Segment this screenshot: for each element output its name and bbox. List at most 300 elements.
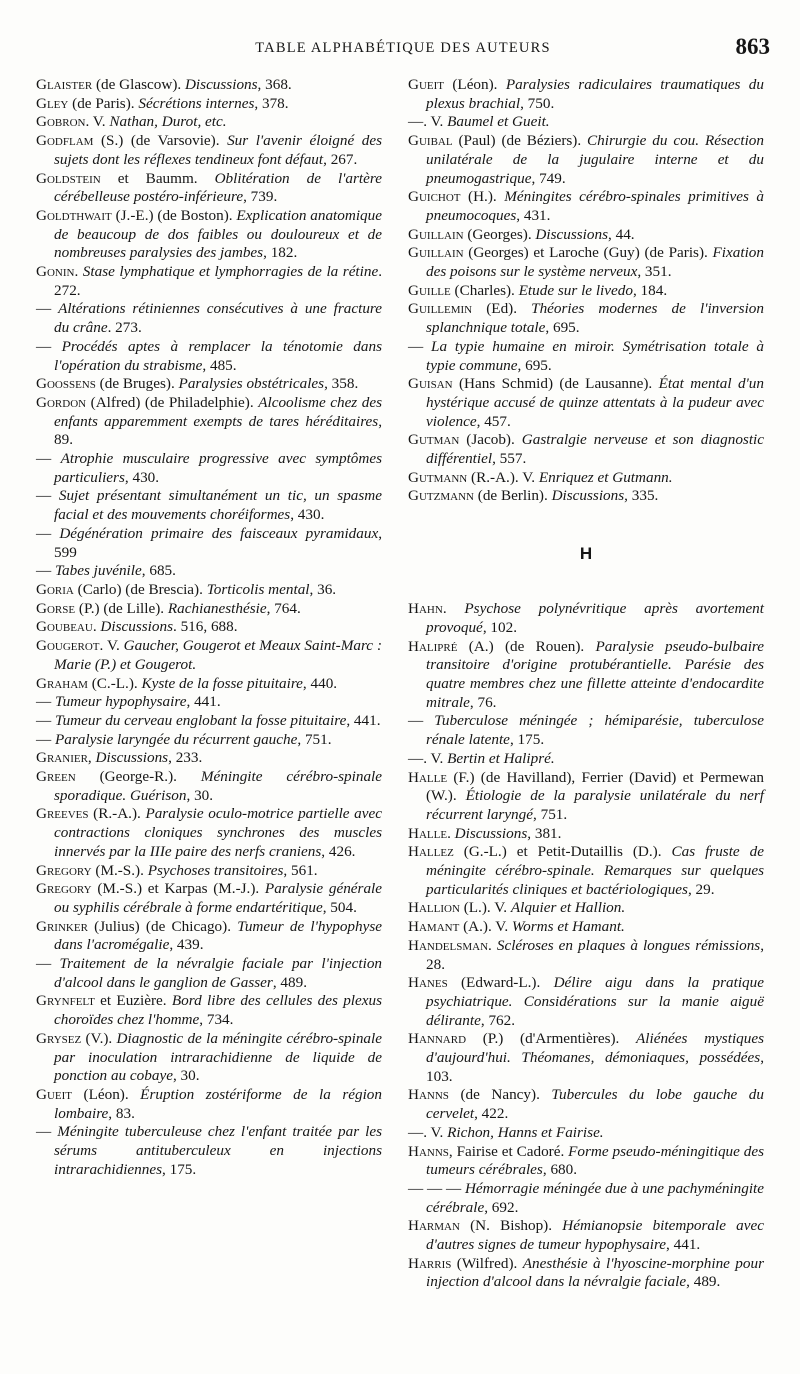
entry-details: (Léon). [72, 1085, 141, 1103]
entry-details: (R.-A.). [88, 805, 146, 823]
entry-details: (C.-L.). [87, 674, 142, 692]
page-reference: , 441. [186, 693, 221, 711]
page-reference: , 749. [531, 169, 566, 187]
index-entry [36, 525, 382, 562]
page-reference: , 695. [517, 356, 552, 374]
work-title: Méningite tuberculeuse chez l'enfant traitée par les sérums antituberculeux en injections intrarachidiennes [54, 1123, 383, 1178]
page-reference: , 89. [54, 412, 382, 449]
index-entry [36, 1030, 382, 1086]
index-entry [408, 113, 764, 132]
index-entry [408, 132, 764, 188]
index-entry [408, 300, 764, 337]
work-title: Tumeur hypophysaire [54, 693, 187, 711]
entry-details: (A.) (de Rouen). [457, 637, 596, 655]
entry-details: (A.). V. [459, 918, 512, 936]
page-reference: , 750. [520, 94, 555, 112]
index-entry [36, 880, 382, 917]
index-entry [36, 300, 382, 337]
page-reference: , 430. [290, 506, 325, 524]
index-entry [408, 1086, 764, 1123]
index-entry [36, 394, 382, 450]
author-name: Gueit [36, 1085, 73, 1103]
index-entry [408, 712, 764, 749]
work-title: Altérations rétiniennes consécutives à une fracture du crâne [54, 300, 383, 337]
page-reference: , 103. [426, 1049, 764, 1085]
author-name: Hahn [408, 600, 443, 618]
work-title: Discussions [95, 749, 169, 767]
entry-details: —. V. [408, 749, 448, 767]
work-title: Kyste de la fosse pituitaire [141, 674, 303, 692]
work-title: Forme pseudo-méningitique des tumeurs cérébrales [426, 1142, 764, 1179]
index-entry [36, 693, 382, 712]
index-entry [36, 338, 382, 375]
entry-details: . [74, 263, 83, 281]
author-name: Hannard [408, 1030, 467, 1048]
author-name: Halipré [408, 637, 458, 655]
author-name: Gonin [36, 263, 75, 281]
entry-details: (J.-E.) (de Boston). [111, 206, 237, 224]
work-title: Psychose polynévritique après avortement provoqué [426, 600, 764, 636]
author-name: Grynfelt [36, 992, 95, 1010]
page-reference: , 739. [243, 188, 278, 206]
page-reference: , 76. [469, 693, 497, 711]
author-name: Guisan [408, 375, 453, 393]
entry-details: — [36, 487, 59, 505]
index-entry [36, 862, 382, 881]
author-name: Hanns [408, 1142, 449, 1160]
work-title: Paralysie oculo-motrice partielle avec contractions cloniques synchrones des muscles innervés par la IIIe paire des nerfs craniens [54, 805, 382, 860]
work-title: Hémorragie méningée due à une pachyméningite cérébrale [426, 1179, 764, 1216]
entry-details: (Carlo) (de Brescia). [73, 580, 207, 598]
entry-details: (P.) (de Lille). [75, 599, 168, 617]
author-name: Gobron [36, 113, 86, 131]
entry-details: — [36, 450, 61, 468]
index-entry [408, 974, 764, 1030]
work-title: Baumel et Gueit. [447, 113, 550, 131]
page-reference: , 439. [169, 936, 204, 954]
index-entry [408, 375, 764, 431]
page-reference: , 751. [533, 805, 568, 823]
page-reference: , 29. [687, 880, 715, 898]
index-entry [408, 937, 764, 974]
index-entry [36, 918, 382, 955]
author-name: Greeves [36, 805, 89, 823]
work-title: Discussions [551, 487, 625, 505]
index-entry [36, 450, 382, 487]
index-entry [36, 731, 382, 750]
index-entry [36, 113, 382, 132]
author-name: Green [36, 768, 76, 786]
author-name: Goossens [36, 375, 96, 393]
work-title: Gastralgie nerveuse et son diagnostic différentiel [426, 431, 764, 468]
entry-details: (George-R.). [75, 768, 201, 786]
index-entry [408, 825, 764, 844]
entry-details: — [36, 562, 55, 580]
work-title: Gaucher, Gougerot et Meaux Saint-Marc : Marie (P.) et Gougerot. [54, 637, 382, 673]
entry-details: — [36, 711, 55, 729]
index-entry [36, 600, 382, 619]
page-reference: , 751. [297, 730, 332, 748]
page-reference: , 485. [202, 356, 237, 374]
page-reference: , 561. [283, 861, 318, 879]
author-name: Guibal [408, 132, 453, 150]
index-entry [408, 918, 764, 937]
work-title: Discussions [184, 76, 258, 93]
author-name: Gutmann [408, 468, 468, 486]
author-name: Gordon [36, 393, 87, 411]
page-reference: , 426. [321, 842, 356, 860]
entry-details: (Georges). [463, 225, 536, 243]
author-name: Guillain [408, 225, 464, 243]
index-entry [408, 899, 764, 918]
work-title: Théories modernes de l'inversion splanchnique totale [426, 300, 764, 337]
entry-details: . V. [85, 113, 110, 131]
index-entry [408, 1143, 764, 1180]
work-title: Discussions [454, 824, 528, 842]
author-name: Halle [408, 824, 448, 842]
entry-details: — [36, 955, 60, 973]
entry-details: (F.) (de Havilland), Ferrier (David) et Permewan (W.). [426, 768, 764, 805]
entry-details: . [447, 824, 455, 842]
work-title: Tuberculose méningée ; hémiparésie, tuberculose rénale latente [426, 712, 764, 749]
page-reference: . 272. [54, 263, 382, 299]
work-title: Tubercules du lobe gauche du cervelet [426, 1086, 764, 1123]
work-title: Paralysie laryngée du récurrent gauche [54, 730, 298, 748]
work-title: Paralysies radiculaires traumatiques du plexus brachial [426, 76, 764, 112]
work-title: Explication anatomique de beaucoup de dos faibles ou douloureux et de nombreuses paralysies des jambes [54, 206, 382, 262]
author-name: Halle [408, 768, 448, 786]
entry-details: (S.) (de Varsovie). [93, 132, 228, 150]
entry-details: (N. Bishop). [459, 1217, 563, 1235]
entry-details: (R.-A.). V. [467, 468, 539, 486]
page-reference: , 762. [480, 1011, 516, 1029]
work-title: Diagnostic de la méningite cérébro-spinale par inoculation intrarachidienne de liquide de ponction au cobaye [54, 1029, 382, 1085]
entry-details: — [408, 712, 435, 730]
page-reference: , 685. [141, 562, 176, 580]
work-title: Étiologie de la paralysie unilatérale du nerf récurrent laryngé [426, 787, 764, 823]
author-name: Guillain [408, 244, 464, 262]
page-reference: , 422. [474, 1105, 509, 1123]
work-title: Nathan, Durot, etc. [109, 113, 227, 131]
entry-details: —. V. [408, 113, 448, 131]
page-reference: , 233. [168, 749, 203, 767]
work-title: Atrophie musculaire progressive avec symptômes particuliers [54, 450, 382, 486]
page-reference: , 175. [162, 1160, 197, 1178]
work-title: Scléroses en plaques à longues rémissions [496, 936, 761, 954]
author-name: Hanns [408, 1086, 449, 1104]
running-title: TABLE ALPHABÉTIQUE DES AUTEURS [255, 40, 551, 56]
index-entry [36, 749, 382, 768]
entry-details: (de Paris). [68, 94, 139, 112]
page-reference: , 557. [492, 450, 527, 468]
page-reference: , 351. [637, 263, 672, 281]
author-name: Hamant [408, 918, 460, 936]
index-entry [36, 76, 382, 95]
index-entry [36, 132, 382, 169]
index-entry [36, 712, 382, 731]
entry-details: (Julius) (de Chicago). [87, 917, 238, 935]
author-name: Graham [36, 674, 88, 692]
entry-details: (Léon). [444, 76, 506, 93]
entry-details: — [36, 524, 60, 542]
author-name: Handelsman [408, 936, 489, 954]
entry-details: (Paul) (de Béziers). [452, 132, 588, 150]
entry-details: (Wilfred). [451, 1254, 523, 1272]
work-title: Tumeur de l'hypophyse dans l'acromégalie [54, 917, 382, 954]
work-title: Oblitération de l'artère cérébelleuse postéro-inférieure [54, 169, 382, 206]
page-reference: , 358. [324, 375, 359, 393]
index-entry [408, 1217, 764, 1254]
author-name: Goubeau [36, 618, 93, 636]
index-entry [408, 188, 764, 225]
page-reference: , 692. [484, 1198, 519, 1216]
index-entry [408, 600, 764, 637]
work-title: Enriquez et Gutmann. [538, 468, 673, 486]
index-entry [36, 207, 382, 263]
page-header [36, 34, 770, 68]
page-reference: , 30. [186, 786, 214, 804]
entry-details: (Edward-L.). [447, 974, 554, 992]
work-title: Psychoses transitoires [147, 861, 284, 879]
entry-details: (de Nancy). [448, 1086, 552, 1104]
page-reference: , 83. [108, 1104, 135, 1122]
page-reference: . 273. [107, 319, 142, 337]
author-name: Gutzmann [408, 487, 474, 505]
entry-details: , Fairise et Cadoré. [448, 1142, 569, 1160]
entry-details: (G.-L.) et Petit-Dutaillis (D.). [453, 843, 672, 861]
page-reference: , 175. [509, 731, 545, 749]
author-name: Guille [408, 281, 451, 299]
page-reference: , 734. [199, 1011, 234, 1029]
author-name: Hallez [408, 843, 454, 861]
index-entry [36, 95, 382, 114]
page-reference: , 441. [346, 711, 381, 729]
work-title: Éruption zostériforme de la région lombaire [54, 1085, 382, 1122]
entry-details: — [36, 693, 55, 711]
entry-details: et Baumm. [100, 169, 215, 187]
index-entry [408, 244, 764, 281]
author-name: Gougerot [36, 637, 100, 655]
index-entry [408, 226, 764, 245]
index-entry [36, 955, 382, 992]
work-title: Délire aigu dans la pratique psychiatrique. Considérations sur la manie aiguë délirante [426, 974, 764, 1029]
index-entry [408, 1180, 764, 1217]
entry-details: (V.). [81, 1029, 117, 1047]
page-reference: , 368. [257, 76, 292, 93]
index-entry [408, 843, 764, 899]
author-name: Goldstein [36, 169, 101, 187]
index-entry [36, 263, 382, 300]
entry-details: — [36, 1123, 58, 1141]
page-reference: , 28. [426, 936, 764, 973]
index-entry [36, 992, 382, 1029]
author-name: Goldthwait [36, 206, 112, 224]
entries-g-continued [408, 76, 764, 506]
page-reference: , 489. [272, 973, 307, 991]
left-column [36, 76, 382, 1179]
work-title: Paralysies obstétricales [178, 375, 325, 393]
entry-details: (de Bruges). [95, 375, 179, 393]
page-reference: , 504. [322, 898, 357, 916]
author-name: Godflam [36, 132, 94, 150]
page-reference: , 381. [527, 824, 562, 842]
page-reference: , 430. [124, 468, 160, 486]
author-name: Goria [36, 580, 74, 598]
author-name: Hallion [408, 899, 460, 917]
work-title: Fixation des poisons sur le système nerveux [426, 244, 764, 281]
author-name: Harman [408, 1217, 460, 1235]
index-entry [408, 769, 764, 825]
work-title: Sur l'avenir éloigné des sujets dont les réflexes tendineux font défaut [54, 132, 382, 168]
index-entry [408, 750, 764, 769]
entries-h [408, 600, 764, 1292]
entry-details: (Hans Schmid) (de Lausanne). [452, 375, 659, 393]
work-title: Tumeur du cerveau englobant la fosse pituitaire [54, 711, 347, 729]
page-reference: , 335. [624, 487, 659, 505]
index-entry [408, 469, 764, 488]
entry-details: — [36, 337, 62, 355]
entry-details: (Jacob). [459, 431, 522, 449]
work-title: Etude sur le livedo [518, 281, 633, 299]
work-title: Stase lymphatique et lymphorragies de la rétine [82, 263, 379, 281]
work-title: Paralysie générale ou syphilis cérébrale à forme endartéritique [54, 880, 382, 916]
index-entry [408, 338, 764, 375]
page-reference: , 44. [608, 225, 635, 243]
work-title: Rachianesthésie [167, 599, 267, 617]
work-title: Paralysie pseudo-bulbaire transitoire d'origine protubérantielle. Parésie des quatre membres chez une fillette atteinte d'endocardite mitrale [426, 637, 765, 711]
index-entry [36, 562, 382, 581]
page-reference: , 267. [323, 150, 358, 168]
work-title: Sécrétions internes [138, 94, 255, 112]
author-name: Grinker [36, 917, 88, 935]
page-reference: , 431. [516, 206, 551, 224]
entry-details: (M.-S.). [91, 861, 148, 879]
entry-details: (Ed). [472, 300, 532, 318]
entry-details: . [488, 936, 497, 954]
author-name: Guichot [408, 188, 461, 206]
entry-details: . [442, 600, 465, 618]
page-reference: , 440. [302, 674, 338, 692]
index-entry [36, 618, 382, 637]
index-entry [36, 1086, 382, 1123]
author-name: Gregory [36, 880, 92, 898]
page-reference: , 102. [482, 618, 517, 636]
page-reference: , 182. [263, 244, 298, 262]
page-reference: , 441. [666, 1236, 701, 1254]
section-letter-h: H [579, 544, 593, 564]
index-entry [408, 638, 764, 713]
work-title: État mental d'un hystérique accusé de quinze attentats à la pudeur avec violence [426, 375, 764, 430]
page-number: 863 [735, 34, 770, 59]
page-reference: , 457. [476, 412, 511, 430]
author-name: Harris [408, 1254, 452, 1272]
index-entry [408, 282, 764, 301]
index-entry [36, 581, 382, 600]
work-title: Dégénération primaire des faisceaux pyramidaux [59, 524, 379, 542]
index-entry [36, 637, 382, 674]
index-entry [36, 487, 382, 524]
entry-details: —. V. [408, 1123, 448, 1141]
author-name: Grysez [36, 1029, 82, 1047]
author-name: Gley [36, 94, 69, 112]
index-entry [408, 431, 764, 468]
work-title: Méningites cérébro-spinales primitives à pneumocoques [426, 188, 765, 224]
page-reference: , 764. [266, 599, 301, 617]
entry-details: — [408, 337, 432, 355]
work-title: Alquier et Hallion. [510, 899, 626, 917]
work-title: Méningite cérébro-spinale sporadique. Guérison [54, 768, 382, 804]
work-title: Torticolis mental [206, 580, 310, 598]
work-title: Discussions [100, 618, 173, 636]
work-title: Alcoolisme chez des enfants apparemment exempts de tares héréditaires [54, 393, 383, 430]
page-reference: , 489. [686, 1273, 721, 1291]
right-column [408, 76, 764, 1292]
entry-details: (M.-S.) et Karpas (M.-J.). [91, 880, 265, 898]
page-reference: , 30. [172, 1067, 200, 1085]
work-title: Traitement de la névralgie faciale par l'injection d'alcool dans le ganglion de Gasser [54, 955, 383, 991]
entry-details: (L.). V. [459, 899, 511, 917]
index-entry [408, 1255, 764, 1292]
page-reference: , 378. [254, 94, 289, 112]
entry-details: (Alfred) (de Philadelphie). [86, 393, 259, 411]
entry-details: , [87, 749, 96, 767]
page-reference: , 680. [542, 1161, 578, 1179]
index-entry [36, 768, 382, 805]
index-entry [36, 1123, 382, 1179]
page-reference: , 36. [309, 580, 337, 598]
entry-details: — — — [408, 1179, 465, 1197]
entry-details: (Charles). [450, 281, 519, 299]
work-title: Bord libre des cellules des plexus choroïdes chez l'homme [54, 992, 382, 1029]
index-entry [408, 1124, 764, 1143]
author-name: Guillemin [408, 300, 473, 318]
author-name: Gregory [36, 861, 92, 879]
index-entry [36, 805, 382, 861]
index-entry [36, 170, 382, 207]
page-reference: , 695. [545, 319, 580, 337]
entry-details: (Georges) et Laroche (Guy) (de Paris). [463, 244, 713, 262]
index-entry [36, 375, 382, 394]
author-name: Gutman [408, 431, 460, 449]
work-title: Cas fruste de méningite cérébro-spinale. Remarques sur quelques particularités cliniques et bactériologiques [426, 843, 764, 898]
entry-details: — [36, 300, 59, 318]
entry-details: (H.). [460, 188, 505, 206]
entry-details: . V. [99, 637, 124, 655]
index-entry [408, 1030, 764, 1086]
work-title: La typie humaine en miroir. Symétrisation totale à typie commune [426, 337, 764, 374]
work-title: Procédés aptes à remplacer la ténotomie dans l'opération du strabisme [54, 337, 382, 374]
entry-details: . [92, 618, 101, 636]
work-title: Anesthésie à l'hyoscine-morphine pour injection d'alcool dans la névralgie faciale [426, 1254, 764, 1291]
work-title: Bertin et Halipré. [447, 749, 555, 767]
page-reference: , 184. [632, 281, 668, 299]
entry-details: (de Berlin). [473, 487, 552, 505]
index-entry [36, 675, 382, 694]
work-title: Sujet présentant simultanément un tic, un spasme facial et des mouvements choréiformes [54, 487, 382, 524]
author-name: Gorse [36, 599, 76, 617]
author-name: Gueit [408, 76, 445, 93]
entry-details: et Euzière. [94, 992, 172, 1010]
page-reference: . 516, 688. [172, 618, 238, 636]
entry-details: (P.) (d'Armentières). [466, 1030, 636, 1048]
author-name: Hanes [408, 974, 448, 992]
index-entry [408, 487, 764, 506]
entry-details: — [36, 730, 55, 748]
author-name: Granier [36, 749, 88, 767]
entry-details: (de Glascow). [92, 76, 185, 93]
author-name: Glaister [36, 76, 93, 93]
work-title: Aliénées mystiques d'aujourd'hui. Théomanes, démoniaques, possédées [426, 1030, 765, 1067]
